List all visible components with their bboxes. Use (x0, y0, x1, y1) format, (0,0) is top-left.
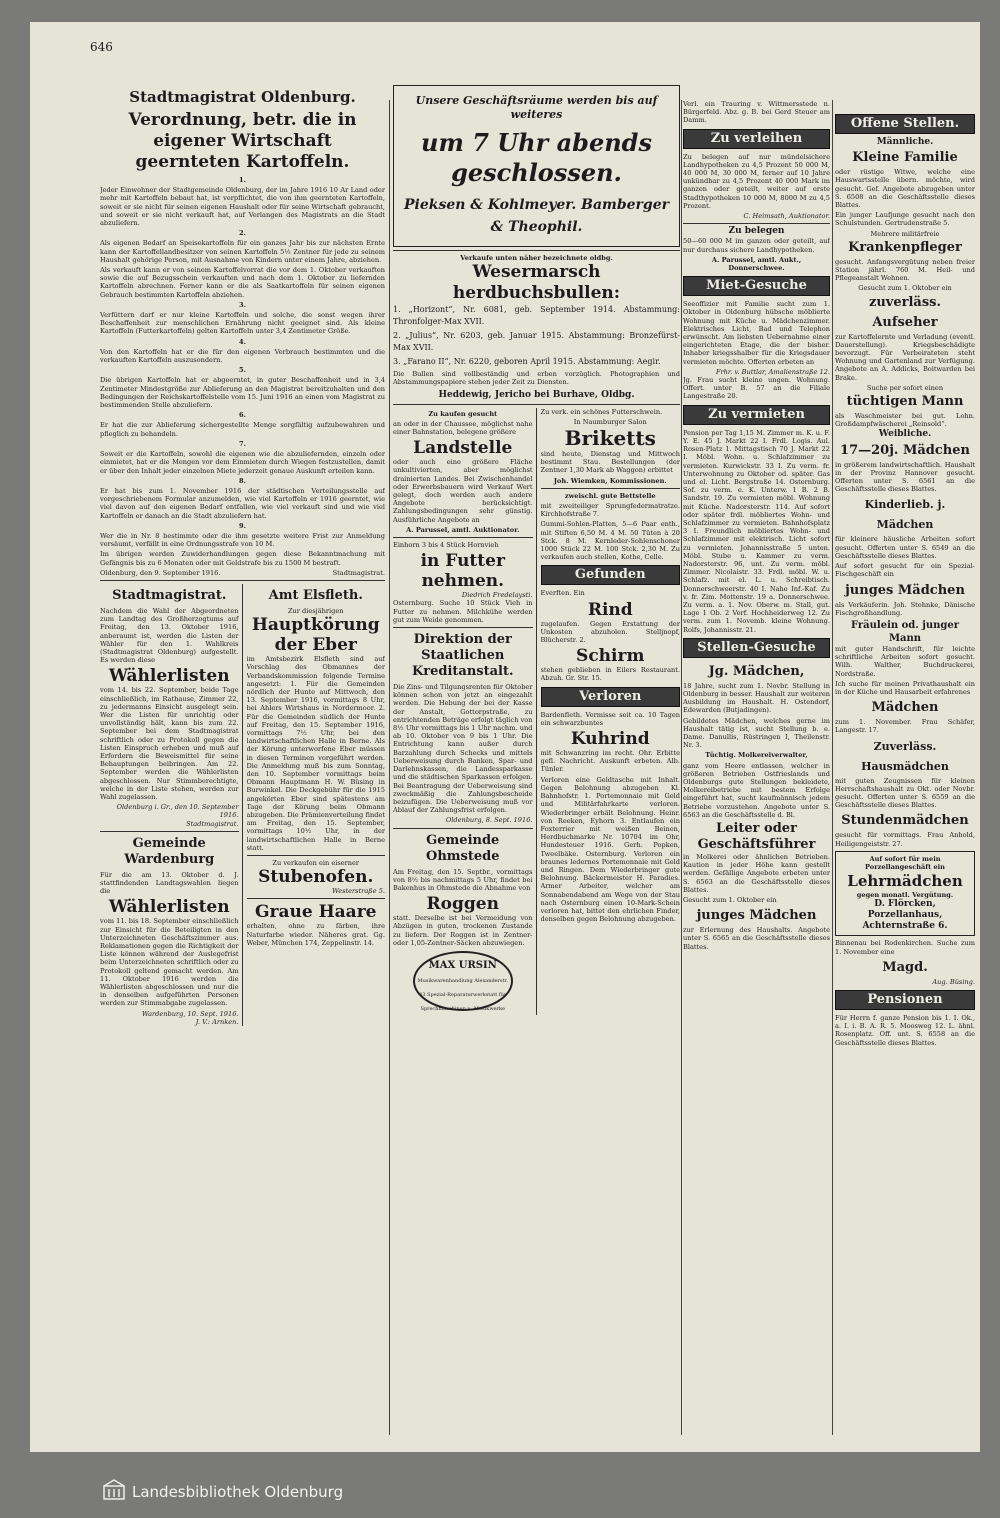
date-line: Oldenburg, den 9. September 1916. Stadtmagistrat. (100, 568, 385, 577)
col2-left (393, 408, 537, 1015)
wahl-notice (100, 584, 243, 1026)
para: Im übrigen werden Zuwiderhandlungen gegen diese Bekanntmachung mit Gefängnis bis zu 6 Monaten oder mit Geldstrafe bis zu 1500 M bestraft. (100, 550, 385, 567)
molkerei-text: ganz vom Heere entlassen, welcher in größeren Betrieben Ostfrieslands und Oldenburgs gute Stellungen bekleidete, Molkereibetriebe mit bestem Erfolge eingeführt hat, sucht kaufmännisch jedem Betriebe vorzustehen. Angebote unter S. 6563 an die Geschäftsstelle d. Bl. (683, 761, 830, 819)
para-number: 4. (239, 337, 246, 346)
leiter-big: Leiter oder Geschäftsführer (697, 821, 816, 853)
stunden-big: Stundenmädchen (841, 813, 969, 829)
familie-text: oder rüstige Witwe, welche eine Hauswartsstelle übern. möchte, wird gesucht. Gef. Angebote abzugeben unter S. 6508 an die Geschäftsstelle dieses Blattes. (835, 168, 975, 210)
wardenburg-title: Gemeinde Wardenburg (124, 835, 215, 867)
bull-entry: 2. „Julius“, Nr. 6203, geb. Januar 1915. Abstammung: Bronzefürst-Max XVII. (393, 331, 680, 353)
fisch-big: junges Mädchen (845, 582, 965, 598)
elsfleth-big: Hauptkörung der Eber (251, 615, 380, 656)
para-number: 5. (239, 366, 246, 375)
column-2 (393, 82, 680, 1432)
gummi-text: Gummi-Sohlen-Platten, 5—6 Paar enth., mit Stiften 6,50 M. 4 M. 50 Tüten à 20 Stck. 8 M. Kernleder-Sohlenschoner 1000 Stück 22 M. 100 Stck. 2,30 M. Zu verkaufen auch stellen, Kothe, Celle. (540, 520, 680, 562)
vermieten-text: Pension per Tag 1,15 M. Zimmer m. K. u. F. Y. E. 45 J. Markt 22 I. Frdl. Logis. Aul. Rosen-Platz 1. Mittagstisch 70 J. Markt 22 I. Möbl. Wohn. u. Schlafzimmer zu vermieten. Kurwickstr. 33 I. Zu verm. fr. Unterwohnung zu Oktober od. später. Gas und el. Licht. Bergstraße 14. Osternburg. Sof. zu verm. e. K. Unterw. 1 B. 2 B. Sandstr. 19. Zu vermieten möbl. Wohnung mit Küche. Nadorsterstr. 114. Auf sofort oder später frdl. möbliertes Wohn- und Schlafzimmer zu vermieten. Bahnhofsplatz 3 I. Freundlich möbliertes Wohn- und Schlafzimmer mit elektrisch. Licht sofort zu vermieten. Johannisstraße 5 unten. Möbl. Stube u. Kammer zu verm. Nadorsterstr. 96, unt. Zu verm. möbl. Zimmer. Nicolaistr. 33. Frdl. möbl. W. u. Schlafz. mit el. L. u. Schreibtisch. Donnerschweerstr. 40 I. Nahe Inf.-Kaf. Zu v. fr. Zim. Mottenstr. 19 a. Donnerschwee. Zu verm. a. 1. Nov. Oberw. m. Stall, gut. Lage 1 Ob. 2 Verf. Hochheiderweg 12. Zu verm. zum 1. Novemb. kleine Wohnung. Rolfs, Johannisstr. 21. (683, 428, 830, 634)
aufseher-text: zur Kartoffelernte und Verladung (eventl. Dauerstellung). Kriegsbeschädigte bevorzugt. Für Verbeirateten steht Wohnung und Gartenland zur Verfügung. Angebote an A. Addicks, Boitwarden bei Brake. (835, 332, 975, 382)
privat-text: zum 1. November. Frau Schäfer, Langestr. 17. (835, 718, 975, 735)
para: Die übrigen Kartoffeln hat er abgeerntet, in guter Beschaffenheit und in 3,4 Zentimeter Mindestgröße zur Ablieferung an den Magistrat bereitzuhalten und den Bedingungen der Reichskartoffelstelle vom 15. Juni 1916 an einen vom Magistrat zu bestimmenden Stelle abzuliefern. (100, 376, 385, 410)
brikett-head: Zu verk. ein schönes Futterschwein. (540, 407, 663, 416)
fisch-text: als Verkäuferin. Joh. Stehnke, Dänische Fischgroßhandlung. (835, 600, 975, 617)
schirm-text: stehen geblieben in Eilers Restaurant. Abzuh. Gr. Str. 15. (540, 666, 680, 683)
verloren-bar: Verloren (541, 687, 681, 707)
gefunden-big: Rind (587, 599, 633, 620)
fraeulein-text: mit guter Handschrift, für leichte schriftliche Arbeiten sofort gesucht. Wilh. Walther, Buchdruckerei, Nordstraße. (835, 644, 975, 678)
fraeulein-big: Fräulein od. junger Mann (850, 619, 960, 644)
ofen-text: Zu verkaufen ein eiserner (272, 859, 360, 868)
aufseher-text: Gesucht zum 1. Oktober ein (858, 284, 952, 293)
gefunden-text: Everften. Ein (540, 589, 585, 598)
closing-text: Unsere Geschäftsräume werden bis auf weiteres (415, 94, 658, 121)
lehr-text: gegen monatl. Vergütung. (856, 891, 954, 900)
wardenburg-date: Wardenburg, 10. Sept. 1916. (141, 1009, 239, 1018)
jm-text: zur Erlernung des Haushalts. Angebote unter S. 6565 an die Geschäftsstelle dieses Blattes. (683, 926, 830, 951)
privat-big: Mädchen (871, 700, 939, 716)
closing-names: Pieksen & Kohlmeyer. Bamberger & Theophil. (404, 197, 669, 235)
jm-big: junges Mädchen (696, 908, 817, 924)
para-number: 2. (239, 229, 246, 238)
familie-big: Kleine Familie (852, 150, 958, 166)
brikett-big: Briketts (564, 426, 656, 451)
miet-text: Jg. Frau sucht kleine ungen. Wohnung. Offert. unter B. 57 an die Filiale Langestraße 20. (683, 376, 830, 401)
belegen-head: Zu belegen (728, 226, 785, 237)
wardenburg-big: Wählerlisten (108, 897, 230, 918)
verloren-text: Bardenfleth. Vermisse seit ca. 10 Tagen ein schwarzbuntes (540, 710, 680, 727)
kredit-date: Oldenburg, 8. Sept. 1916. (445, 816, 533, 825)
stellen-big: Jg. Mädchen, (708, 663, 805, 679)
stellen-text: 18 Jahre, sucht zum 1. Novbr. Stellung in Oldenburg in besser. Haushalt zur weiteren Ausbildung im Haushalt. H. Ostendorf, Edewarden (Butjadingen). (683, 681, 830, 715)
ohmstede-text: Am Freitag, den 15. Septbr., vormittags von 8½ bis nachmittags 5 Uhr, findet bei Bakenhus in Ohmstede die Abnahme von (393, 867, 533, 892)
ohmstede-big: Roggen (426, 894, 499, 915)
notice-sign: Stadtmagistrat. (186, 819, 239, 828)
haare-text: erhalten, ohne zu färben, ihre Naturfarbe wieder. Näheres grat. Gg. Weber, München 174, Zeppelinstr. 14. (246, 922, 385, 947)
belegen-sig: A. Parussel, amtl. Aukt., Donnerschwee. (711, 255, 802, 273)
futter-text: Einhorn 3 bis 4 Stück Hornvieh (393, 541, 499, 550)
column-rule (832, 100, 833, 1435)
ohmstede-text: statt. Derselbe ist bei Vermeidung von Abzügen in guten, trockenen Zustande zu liefern. Der Roggen ist in Zentner- oder 1,05-Zentner-Säcken abzuwiegen. (393, 914, 533, 947)
bullen-big: Wesermarsch herdbuchsbullen: (452, 262, 621, 304)
lehr-big: Lehrmädchen (847, 872, 963, 891)
bullen-sig: Heddewig, Jericho bei Burhave, Oldbg. (438, 389, 635, 400)
verloren-text: mit Schwanzring im recht. Ohr. Erbitte gefl. Nachricht. Auskunft erbeten. Alb. Tünler. (540, 749, 680, 774)
mann-text: als Waschmeister bei gut. Lohn. Großdampfwäscherei „Reinsold“. (835, 412, 975, 429)
elsfleth-sub: Zur diesjährigen (287, 606, 344, 615)
lehr-text: Auf sofort für mein Porzellangeschäft ein (865, 854, 945, 871)
fisch-text: Auf sofort gesucht für ein Spezial-Fischgeschäft ein (835, 562, 975, 579)
col2-split (393, 408, 680, 1015)
futter-text: Osternburg. Suche 10 Stück Vieh in Futter zu nehmen. Milchkühe werden gut zum Weide genommen. (393, 599, 533, 624)
para-number: 3. (239, 300, 246, 309)
magd-big: Magd. (882, 959, 928, 975)
bett-text: mit zweiteiliger Sprungfedermatratze. Kirchhofstraße 7. (540, 502, 680, 519)
mann-text: Suche per sofort einen (866, 383, 944, 392)
land-big: Landstelle (413, 438, 513, 459)
library-logo-icon (102, 1478, 126, 1500)
wardenburg-text: vom 11. bis 18. September einschließlich zur Einsicht für die Beteiligten in den Unterzeichneten Geschäftszimmer aus. Reklamationen gegen die Richtigkeit der Liste können während der Auslegefrist beim Unterzeichneten schriftlich oder zu Protokoll geltend gemacht werden. Am 11. Oktober 1916 werden die Wählerlisten abgeschlossen und nur die in denselben aufgeführten Personen werden zur Stimmabgabe zugelassen. (100, 917, 239, 1008)
futter-big: in Futter nehmen. (420, 551, 505, 592)
gefunden-bar: Gefunden (541, 565, 681, 585)
verleihen-sig: C. Heimsath, Auktionator. (743, 212, 830, 221)
verordnung-heading: Verordnung, betr. die in eigener Wirtschaft geernteten Kartoffeln. (128, 110, 357, 172)
column-3 (683, 100, 830, 1440)
kranken-head: Mehrere militärfreie (870, 229, 940, 238)
para-number: 7. (239, 439, 246, 448)
miet-sig: Frhr. v. Buttlar, Amalienstraße 12. (715, 367, 830, 376)
lower-split (100, 584, 385, 1026)
haus-big: Zuverläss. Hausmädchen (861, 739, 949, 773)
offene-stellen-bar: Offene Stellen. (835, 114, 975, 134)
para: Er hat bis zum 1. November 1916 der städtischen Verteilungsstelle auf vorgeschriebenem Formular anzumelden, wie viel Kartoffeln er 1916 geerntet, wie viel davon auf den eigenen Bedarf entfallen, wie viel verkauft sind und wie viel Kartoffeln er danach an die Stadt abzuliefern hat. (100, 486, 385, 520)
mann-big: tüchtigen Mann (846, 394, 964, 410)
ofen-address: Westerstraße 5. (331, 887, 385, 896)
kind-big: Kinderlieb. j. Mädchen (864, 498, 946, 532)
kredit-text: Die Zins- und Tilgungsrenten für Oktober können schon von jetzt an eingezahlt werden. Die Hebung der bei der Kasse der Anstalt, Gottorpstraße, zu entrichtenden Beträge erfolgt täglich von 8½ Uhr vormittags bis 1 Uhr nachm. und ab 10. Oktober von 9 bis 1 Uhr. Die Entrichtung kann außer durch Barzahlung durch Schecks und mittels Ueberweisung durch Banken, Spar- und Darlehnskassen, die Landessparkasse und die städtischen Sparkassen erfolgen. Bei Beantragung der Ueberweisung sind zweckmäßig die Zahlungsbescheide beizufügen. Die Ueberweisung muß vor Ablauf der Zahlungsfrist erfolgen. (393, 683, 533, 815)
lehr-sig: D. Flörcken, Porzellanhaus, Achternstraße 6. (862, 899, 948, 932)
ofen-big: Stubenofen. (258, 867, 374, 888)
miet-bar: Miet-Gesuche (683, 276, 830, 296)
para-number: 9. (239, 521, 246, 530)
ursin-stamp: MAX URSIN Musikwarenhandlung Alexanderstr. 43 Spezial-Reparaturwerkstatt für Sprechmaschinen u. Musikwerke (413, 951, 513, 1011)
schirm-big: Schirm (576, 646, 645, 667)
para: Wer die in Nr. 8 bestimmte oder die ihm gesetzte weitere Frist zur Anmeldung versäumt, verfällt in eine Ordnungsstrafe von 10 M. (100, 531, 385, 549)
column-1 (100, 82, 385, 1442)
notice-date: Oldenburg i. Gr., den 10. September 1916. (116, 803, 239, 820)
verloren-big: Kuhrind (570, 729, 650, 750)
brikett-small: In Naumburger Salon (573, 417, 647, 426)
elsfleth-notice (247, 584, 386, 1026)
haus-text: mit guten Zeugnissen für kleinen Herrschaftshaushalt zu Okt. oder Novbr. gesucht. Offerten unter S. 6559 an die Geschäftsstelle dieses Blattes. (835, 776, 975, 810)
laufjunge-text: Ein junger Laufjunge gesucht nach den Schulstunden. Gertrudenstraße 5. (835, 211, 975, 228)
bett-big: zweischl. gute Bettstelle (564, 491, 656, 500)
closing-big: um 7 Uhr abends geschlossen. (421, 128, 652, 187)
column-rule (681, 100, 682, 1435)
land-head: Zu kaufen gesucht (428, 409, 498, 418)
m17-text: in größerem landwirtschaftlich. Haushalt in der Provinz Hannover gesucht. Offerten unter S. 6561 an die Geschäftsstelle dieses Blattes. (835, 460, 975, 494)
leiter-text: in Molkerei oder ähnlichen Betrieben. Kaution in jeder Höhe kann gestellt werden. Gefällige Angebote erbeten unter S. 6563 an die Geschäftsstelle dieses Blattes. (683, 853, 830, 894)
ohmstede-title: Gemeinde Ohmstede (426, 832, 500, 864)
kranken-big: Krankenpfleger (848, 239, 962, 255)
land-text: an oder in der Chaussee, möglichst nahe einer Bahnstation, belegene größere (393, 419, 533, 437)
bull-entry: 1. „Horizont“, Nr. 6081, geb. September 1914. Abstammung: Thronfolger-Max XVII. (393, 305, 680, 327)
kredit-title: Direktion der Staatlichen Kreditanstalt. (411, 632, 514, 680)
pensionen-text: Für Herrn f. ganze Pension bis 1. I. Ok., a. I. i. B. A. R. 5. Moosweg 12. L. ähnl. Rosenplatz. Off. unt. S. 6558 an die Geschäftsstelle dieses Blattes. (835, 1013, 975, 1047)
kranken-text: gesucht. Anfangsvergütung neben freier Station jährl. 760 M. Heil- und Pflegeanstalt Wehnen. (835, 257, 975, 283)
weiblich-head: Weibliche. (878, 429, 932, 440)
column-rule (389, 100, 390, 1435)
miet-text: Seeoffizier mit Familie sucht zum 1. Oktober in Oldenburg hübsche möblierte Wohnung mit Küche u. Mädchenzimmer. Elektrisches Licht, Bad und Telephon erwünscht. Am liebsten Uebernahme einer eingerichteten Etage, die der bisher. Inhaber kriegsshalber für die Kriegsdauer vermieten möchte. Offerten erbeten an (683, 300, 830, 366)
pensionen-bar: Pensionen (835, 990, 975, 1010)
para-number: 6. (239, 411, 246, 420)
bullen-ad (393, 254, 680, 401)
notice-big: Wählerlisten (108, 666, 230, 687)
para: Jeder Einwohner der Stadtgemeinde Oldenburg, der im Jahre 1916 10 Ar Land oder mehr mit Kartoffeln bebaut hat, ist verpflichtet, die von ihm geernteten Kartoffeln, soweit er sie nicht für seinen eigenen Haushalt oder für seine Wirtschaft gebraucht, und soweit er sie nicht verkauft hat, auf Verlangen des Magistrats an die Stadt abzuliefern. (100, 186, 385, 228)
stellen-bar: Stellen-Gesuche (683, 638, 830, 658)
para: Als eigenen Bedarf an Speisekartoffeln für ein ganzes Jahr bis zur nächsten Ernte kann der Kartoffellandbesitzer von seinen Kartoffeln 5½ Zentner für jede zu seinem Haushalt gehörige Person, mit Ausnahme von Kindern unter einem Jahre, abziehen. (100, 239, 385, 264)
para: Er hat die zur Ablieferung sichergestellte Menge sorgfältig aufzubewahren und pfleglich zu behandeln. (100, 421, 385, 438)
para: Als verkauft kann er von seinem Kartoffelvorrat die vor dem 1. Oktober verkauften sowie die auf Bezugsschein verkauften und nach dem 1. Oktober zu liefernden Kartoffeln abrechnen. Ferner kann er die als Saatkartoffeln für seinen eigenen Gebrauch bestimmten Kartoffeln abziehen. (100, 266, 385, 299)
maennlich-head: Männliche. (876, 137, 934, 147)
magd-text: Binnenau bei Rodenkirchen. Suche zum 1. November eine (835, 939, 975, 956)
brikett-sig: Joh. Wiemken, Kommissionen. (553, 476, 667, 485)
para: Verfüttern darf er nur kleine Kartoffeln und solche, die sonst wegen ihrer Beschaffenheit zur menschlichen Ernährung nicht geeignet sind. Als kleine Kartoffeln (Futterkartoffeln) gelten Kartoffeln unter 3,4 Zentimeter Größe. (100, 311, 385, 336)
aufseher-big: zuverläss. Aufseher (868, 294, 942, 330)
notice-title: Stadtmagistrat. (112, 587, 227, 603)
privat-text: Ich suche für meinen Privathaushalt ein in der Küche und Hausarbeit erfahrenes (835, 679, 975, 696)
closing-notice (393, 85, 680, 247)
verleihen-text: Zu belegen auf nur mündelsichere Landhypotheken zu 4,5 Prozent 50 000 M, 40 000 M, 30 000 M, ferner auf 10 Jahre unkündbar zu 4,5 Prozent 40 000 Mark im ganzen oder geteilt, weiter auf erste Stadthypotheken 10 000 M, 8000 M zu 4,5 Prozent. (683, 152, 830, 210)
bullen-intro: Verkaufe unten näher bezeichnete oldbg. (460, 254, 613, 262)
land-sig: A. Parussel, amtl. Auktionator. (406, 525, 520, 534)
gefunden-text: zugelaufen. Gegen Erstattung der Unkosten abzuholen. Stelljnopf, Blücherstr. 2. (540, 619, 680, 645)
belegen-text: 50—60 000 M im ganzen oder geteilt, auf nur durchaus sichere Landhypotheken. (683, 237, 830, 254)
elsfleth-text: im Amtsbezirk Elsfleth sind auf Vorschlag des Obmannes der Verbandskommission folgende Termine angesetzt: 1. Für die Gemeinden nördlich der Hunte auf Mittwoch, den 13. September 1916, vormittags 8 Uhr, bei Ahlers Wirtshaus in Nordermoor. 2. Für die Gemeinden südlich der Hunte auf Freitag, den 15. September 1916, vormittags 7½ Uhr, bei den landwirtschaftlichen Halle in Berne. Als der Körung unterworfene Eber müssen in diesen Terminen vorgeführt werden. Die Anmeldung muß bis zum Sonntag, den 10. September vormittags beim Obmann Hauptmann H. W. Büsing in Burwinkel. Die Deckgebühr für die 1915 angekörten Eber sind spätestens am Tage der Körung beim Obmann abzugeben. Die Prämienverteilung findet am Freitag, den 15. September, vormittags 10½ Uhr, in der landwirtschaftlichen Halle in Berne statt. (246, 655, 385, 852)
wardenburg-sign: J. V.: Arnken. (195, 1017, 239, 1026)
col2-right (541, 408, 681, 1015)
elsfleth-title: Amt Elsfleth. (268, 587, 363, 603)
para: Von den Kartoffeln hat er die für den eigenen Verbrauch bestimmten und die verkauften Kartoffeln auszusondern. (100, 347, 385, 365)
land-text: oder auch eine größere Fläche unkultivierten, aber möglichst drainierten Landes. Bei Zwischenhandel oder Erwerbsbauern wird Verkauf Wert gelegt, doch werden auch andere Angebote berücksichtigt. Zahlungsbedingungen sehr günstig. Ausführliche Angebote an (393, 458, 533, 524)
stellen-text: Gebildetes Mädchen, welches gerne im Haushalt tätig ist, sucht Stellung b. e. Dame. Danullis, Rüstringen I, Theilenstr. Nr. 3. (683, 716, 830, 750)
notice-text: Nachdem die Wahl der Abgeordneten zum Landtag des Großherzogtums auf Freitag, den 13. Oktober 1916, anberaumt ist, werden die Listen der Wähler für den 1. Wahlkreis (Stadtmagistrat Oldenburg) aufgestellt. Es werden diese (100, 606, 239, 665)
haare-big: Graue Haare (255, 902, 377, 923)
magistrat-title: Stadtmagistrat Oldenburg. (129, 88, 356, 106)
para-number: 1. (239, 176, 246, 184)
verleihen-bar: Zu verleihen (683, 129, 830, 149)
wardenburg-text: Für die am 13. Oktober d. J. stattfindenden Landtagswahlen liegen die (100, 870, 239, 896)
jm-text: Gesucht zum 1. Oktober ein (683, 896, 777, 905)
trauring-text: Verl. ein Trauring v. Wittmersstede n. Bürgerfeld. Abz. g. B. bei Gerd Steuer am Damm. (683, 100, 830, 125)
brikett-text: sind heute, Dienstag und Mittwoch bestimmt Stau. Bestellungen (der Zentner 1,30 Mark ab Waggon) erbittet (540, 450, 680, 475)
bull-entry: 3. „Farano II“, Nr. 6220, geboren April 1915. Abstammung: Aegir. (393, 357, 661, 367)
verordnung-text (100, 176, 385, 577)
m17-big: 17—20j. Mädchen (840, 442, 970, 458)
page-number: 646 (90, 40, 113, 54)
library-name: Landesbibliothek Oldenburg (132, 1483, 344, 1501)
futter-sig: Diedrich Fredelaysti. (461, 591, 533, 600)
vermieten-bar: Zu vermieten (683, 405, 830, 425)
stunden-text: gesucht für vormittags. Frau Anhold, Heiligengeiststr. 27. (835, 831, 975, 848)
bullen-text: Die Bullen sind vollbeständig und erben vorzüglich. Photographien und Abstammungspapiere stehen jeder Zeit zu Diensten. (393, 370, 680, 387)
lehrmaedchen-box (835, 851, 975, 937)
para-number: 8. (239, 476, 246, 485)
column-4 (835, 110, 975, 1440)
notice-text: vom 14. bis 22. September, beide Tage einschließlich, im Rathause, Zimmer 22, zu jedermanns Einsicht ausgelegt sein. Wer die Listen für unrichtig oder unvollständig hält, kann bis zum 22. September bei dem Stadtmagistrat schriftlich oder zu Protokoll gegen die Listen Einspruch erheben und muß auf Erfordern die Beweismittel für seine Behauptungen beibringen. Am 22. September werden die Wählerlisten abgeschlossen. Nur Stimmberechtigte, welche in der Liste stehen, werden zur Wahl zugelassen. (100, 686, 239, 801)
kind-text: für kleinere häusliche Arbeiten sofort gesucht. Offerten unter S. 6549 an die Geschäftsstelle dieses Blattes. (835, 535, 975, 560)
magd-sig: Aug. Büsing. (932, 977, 975, 986)
para: Soweit er die Kartoffeln, sowohl die eigenen wie die abzuliefernden, einzeln oder einmietet, hat er die Mengen vor dem Einmieten durch Wiegen festzustellen, damit er über den Inhalt jeder einzelnen Miete jederzeit genaue Auskunft erteilen kann. (100, 450, 385, 475)
verloren-more: Verloren eine Geldtasche mit Inhalt. Gegen Belohnung abzugeben Kl. Bahnhofstr. 1. Portemonnaie mit Geld und Militärfahrkarte verloren. Wiederbringer erhält Belohnung. Heinr. von Reeken, Eyhorn 3. Entlaufen ein Foxterrier mit weißen Beinen, Herdbuchmarke Nr. 10704 im Ohr, Hundesteuer 1916. Gerh. Popken, Tweelbäke. Osternburg. Verloren ein braunes ledernes Portemonnaie mit Geld und Ringen. Dem Wiederbringer gute Belohnung. Bäckermeister H. Paradies. Armer Arbeiter, welcher am Sonnabendabend am Wege von der Stau nach Osternburg einen 10-Mark-Schein verloren hat, bittet den ehrlichen Finder, denselben gegen Belohnung abzugeben. (540, 775, 680, 924)
molkerei-head: Tüchtig. Molkereiverwalter, (705, 751, 808, 760)
